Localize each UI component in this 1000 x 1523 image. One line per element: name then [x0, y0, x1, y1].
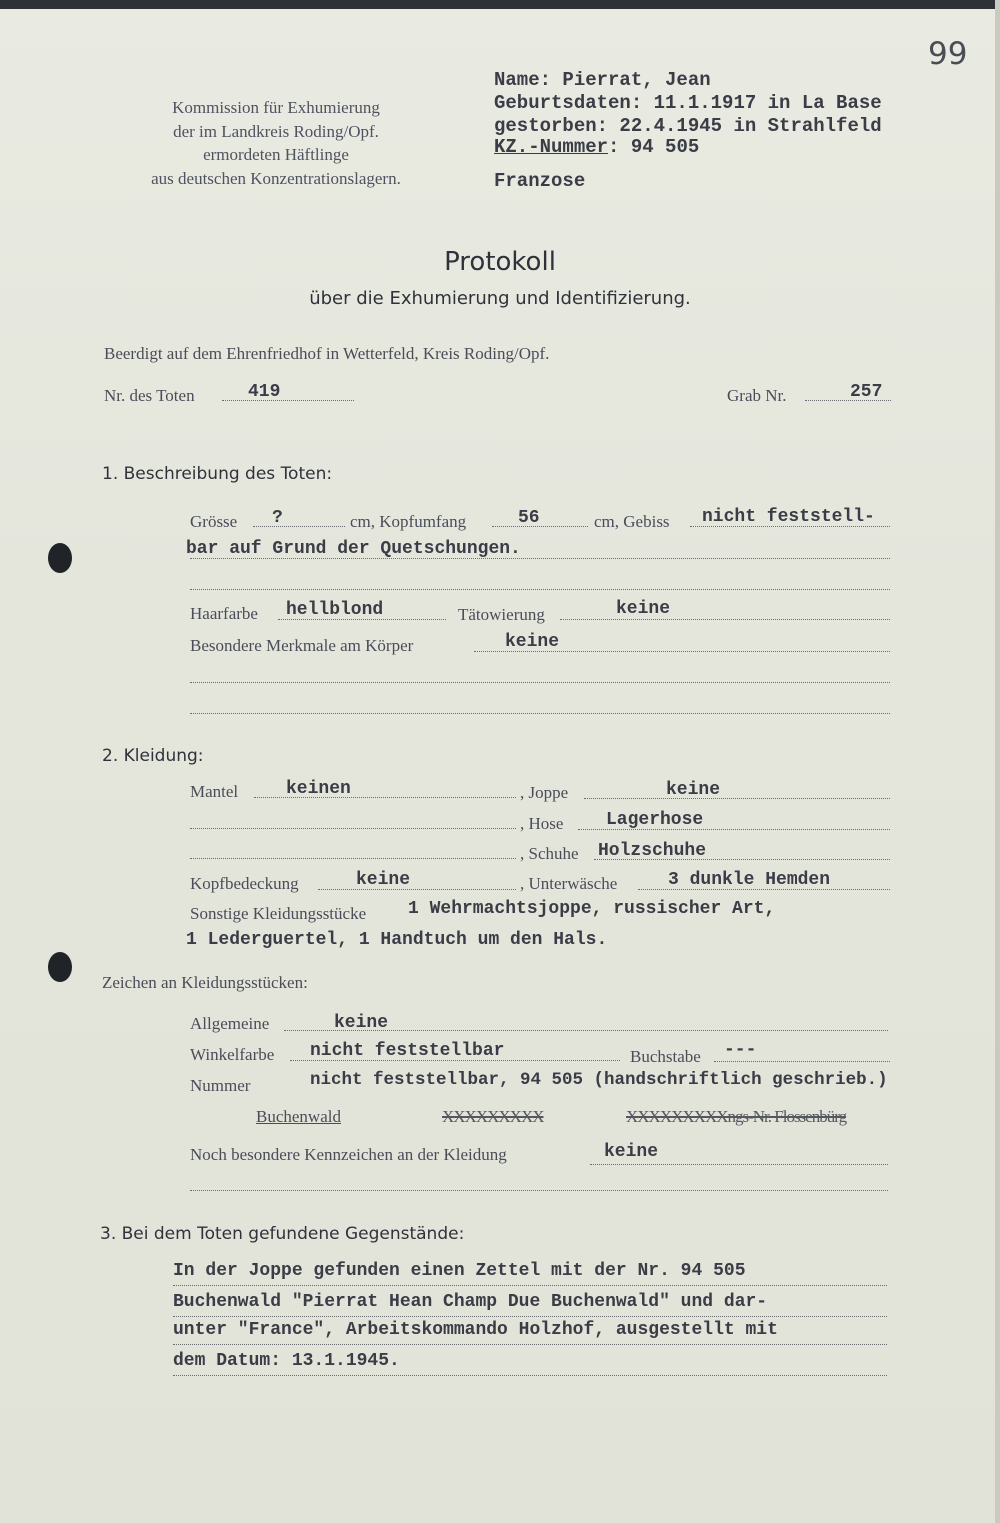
kz-value: : 94 505 [608, 136, 700, 158]
hose-value: Lagerhose [606, 810, 704, 830]
taetowierung-label: Tätowierung [458, 605, 545, 624]
camp-flossenbuerg-struck-out: XXXXXXXXXngs-Nr. Flossenbürg [626, 1107, 847, 1126]
page-title: Protokoll [444, 247, 556, 277]
haarfarbe-label: Haarfarbe [190, 604, 258, 623]
commission-header [118, 96, 434, 190]
punch-hole [48, 543, 72, 573]
mantel-value: keinen [286, 779, 351, 799]
gebiss-value: nicht feststell- [702, 507, 875, 527]
joppe-label: , Joppe [520, 783, 569, 802]
nr-toten-value: 419 [248, 382, 281, 402]
section1-heading: 1. Beschreibung des Toten: [102, 464, 333, 484]
found-items-line: dem Datum: 13.1.1945. [173, 1351, 400, 1371]
punch-hole [48, 952, 72, 982]
commission-line: der im Landkreis Roding/Opf. [173, 121, 379, 141]
noch-kennzeichen-label: Noch besondere Kennzeichen an der Kleidung [190, 1145, 507, 1164]
noch-kennzeichen-value: keine [604, 1142, 659, 1162]
merkmale-label: Besondere Merkmale am Körper [190, 636, 414, 655]
schuhe-value: Holzschuhe [598, 841, 707, 861]
commission-line: Kommission für Exhumierung [172, 98, 380, 117]
hose-label: , Hose [520, 814, 564, 833]
allgemeine-value: keine [334, 1013, 389, 1033]
scan-right-edge [995, 0, 1000, 1523]
winkelfarbe-value: nicht feststellbar [310, 1041, 505, 1061]
birth-line: Geburtsdaten: 11.1.1917 in La Base [494, 92, 882, 114]
haarfarbe-value: hellblond [286, 600, 384, 620]
camp-buchenwald: Buchenwald [256, 1107, 341, 1126]
kopfumfang-label: cm, Kopfumfang [350, 512, 467, 531]
groesse-label: Grösse [190, 512, 238, 531]
nummer-label: Nummer [190, 1076, 251, 1095]
commission-line: aus deutschen Konzentrationslagern. [151, 168, 401, 188]
kz-label: KZ.-Nummer [494, 136, 609, 158]
death-line: gestorben: 22.4.1945 in Strahlfeld [494, 115, 882, 137]
allgemeine-label: Allgemeine [190, 1014, 270, 1033]
found-items-line: Buchenwald "Pierrat Hean Champ Due Buchenwald" und dar- [173, 1292, 768, 1312]
taetowierung-value: keine [616, 599, 671, 619]
zeichen-heading: Zeichen an Kleidungsstücken: [102, 973, 308, 992]
joppe-value: keine [666, 780, 721, 800]
sonstige-value: 1 Wehrmachtsjoppe, russischer Art, [408, 899, 776, 919]
found-items-line: In der Joppe gefunden einen Zettel mit der Nr. 94 505 [173, 1261, 746, 1281]
kopfumfang-value: 56 [518, 508, 540, 528]
section3-heading: 3. Bei dem Toten gefundene Gegenstände: [100, 1224, 465, 1244]
schuhe-label: , Schuhe [520, 844, 579, 863]
grab-label: Grab Nr. [727, 386, 787, 405]
burial-text: Beerdigt auf dem Ehrenfriedhof in Wetterfeld, Kreis Roding/Opf. [104, 344, 550, 363]
mantel-label: Mantel [190, 782, 239, 801]
nummer-value: nicht feststellbar, 94 505 (handschriftlich geschrieb.) [310, 1070, 888, 1090]
sonstige-value-continued: 1 Lederguertel, 1 Handtuch um den Hals. [186, 930, 608, 950]
gebiss-value-continued: bar auf Grund der Quetschungen. [186, 539, 521, 559]
buchstabe-label: Buchstabe [630, 1047, 701, 1066]
camp-struck-out: XXXXXXXXX [442, 1107, 544, 1126]
groesse-value: ? [272, 508, 283, 528]
sonstige-label: Sonstige Kleidungsstücke [190, 904, 367, 923]
kz-number-line [494, 136, 699, 158]
gebiss-label: cm, Gebiss [594, 512, 670, 531]
unterwaesche-value: 3 dunkle Hemden [668, 870, 831, 890]
buchstabe-value: --- [724, 1040, 757, 1060]
kopfbedeckung-label: Kopfbedeckung [190, 874, 299, 893]
grab-value: 257 [850, 382, 883, 402]
merkmale-value: keine [505, 632, 560, 652]
scan-top-edge [0, 0, 1000, 9]
nr-toten-label: Nr. des Toten [104, 386, 195, 405]
page-number: 99 [928, 36, 968, 72]
name-line: Name: Pierrat, Jean [494, 69, 711, 91]
commission-line: ermordeten Häftlinge [203, 145, 349, 164]
unterwaesche-label: , Unterwäsche [520, 874, 618, 893]
found-items-line: unter "France", Arbeitskommando Holzhof, ausgestellt mit [173, 1320, 778, 1340]
winkelfarbe-label: Winkelfarbe [190, 1045, 275, 1064]
kopfbedeckung-value: keine [356, 870, 411, 890]
section2-heading: 2. Kleidung: [102, 746, 204, 766]
page-subtitle: über die Exhumierung und Identifizierung. [309, 288, 691, 309]
nationality: Franzose [494, 170, 586, 192]
